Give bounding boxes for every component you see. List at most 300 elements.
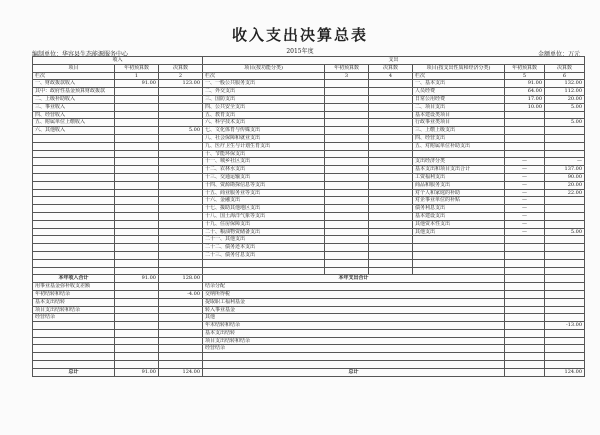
econ-budget-cell <box>505 142 545 150</box>
func-final-cell <box>369 88 413 96</box>
econ-budget-cell: — <box>505 166 545 174</box>
blank-cell <box>545 267 585 275</box>
econ-item-cell: 其他资本性支出 <box>413 220 505 228</box>
blank-cell <box>505 353 545 361</box>
func-final-cell <box>369 158 413 166</box>
blank-row <box>33 259 585 267</box>
income-item-cell <box>33 142 115 150</box>
income-final-cell: 123.00 <box>159 80 203 88</box>
income-item-cell <box>33 166 115 174</box>
table-row <box>33 181 585 189</box>
econ-final-cell: 20.00 <box>545 95 585 103</box>
balance-item-cell <box>33 329 115 337</box>
econ-item-cell: 一、基本支出 <box>413 80 505 88</box>
func-item-cell: 十七、援助其他地区支出 <box>203 205 325 213</box>
income-final-cell <box>159 134 203 142</box>
func-budget-cell <box>325 173 369 181</box>
balance-budget-cell <box>115 329 159 337</box>
table-row <box>33 111 585 119</box>
econ-item-cell: 日常公用经费 <box>413 95 505 103</box>
func-final-cell <box>369 251 413 259</box>
blank-cell <box>115 361 159 369</box>
econ-final-cell <box>545 134 585 142</box>
econ-budget-cell: — <box>505 220 545 228</box>
econ-final-cell <box>545 244 585 252</box>
carryover-budget-cell <box>505 345 545 353</box>
income-budget-cell <box>115 103 159 111</box>
carryover-budget-cell <box>505 329 545 337</box>
carryover-item-cell: 经营结余 <box>203 345 505 353</box>
income-final-cell <box>159 173 203 181</box>
income-budget-cell <box>115 111 159 119</box>
header-row-1 <box>33 57 585 65</box>
grand-total-budget: 91.00 <box>115 368 159 376</box>
income-budget-cell <box>115 119 159 127</box>
econ-budget-cell: — <box>505 158 545 166</box>
row-label-cell: 栏次 <box>33 72 115 80</box>
blank-cell <box>369 259 413 267</box>
income-final-cell <box>159 251 203 259</box>
blank-cell <box>115 353 159 361</box>
func-item-cell: 二、外交支出 <box>203 88 325 96</box>
table-row <box>33 220 585 228</box>
table-row <box>33 95 585 103</box>
lower-row <box>33 290 585 298</box>
func-final-cell <box>369 134 413 142</box>
grand-total-final: 124.00 <box>159 368 203 376</box>
income-budget-cell <box>115 158 159 166</box>
income-item-cell: 一、财政拨款收入 <box>33 80 115 88</box>
lower-row <box>33 298 585 306</box>
func-budget-cell <box>325 251 369 259</box>
econ-final-cell: 22.00 <box>545 189 585 197</box>
income-budget-cell <box>115 220 159 228</box>
balance-item-cell: 基本支出结转 <box>33 298 115 306</box>
table-row <box>33 142 585 150</box>
income-final-cell <box>159 220 203 228</box>
econ-budget-cell <box>505 236 545 244</box>
econ-budget-cell <box>505 150 545 158</box>
balance-budget-cell <box>115 290 159 298</box>
econ-final-cell <box>545 205 585 213</box>
carryover-final-cell <box>545 314 585 322</box>
func-budget-cell <box>325 103 369 111</box>
blank-cell <box>33 259 115 267</box>
income-item-cell <box>33 205 115 213</box>
econ-budget-cell: — <box>505 197 545 205</box>
econ-budget-cell: — <box>505 212 545 220</box>
econ-item-cell: 对个人和家庭的补助 <box>413 189 505 197</box>
econ-final-cell: 132.00 <box>545 80 585 88</box>
blank-cell <box>159 361 203 369</box>
blank-cell <box>545 361 585 369</box>
balance-item-cell: 用事业基金弥补收支差额 <box>33 283 115 291</box>
econ-final-cell <box>545 251 585 259</box>
income-item-cell <box>33 220 115 228</box>
income-budget-cell <box>115 95 159 103</box>
expense-total-label: 本年支出合计 <box>203 275 505 283</box>
income-budget-cell <box>115 228 159 236</box>
econ-item-cell <box>413 251 505 259</box>
func-item-cell: 六、科学技术支出 <box>203 119 325 127</box>
econ-item-cell: 债务利息支出 <box>413 205 505 213</box>
balance-final-cell <box>159 306 203 314</box>
table-row <box>33 166 585 174</box>
func-item-cell: 十五、商业服务业等支出 <box>203 189 325 197</box>
income-item-cell <box>33 212 115 220</box>
income-budget-cell <box>115 236 159 244</box>
econ-item-cell: 商品和服务支出 <box>413 181 505 189</box>
income-final-header: 决算数 <box>159 64 203 72</box>
lower-row <box>33 306 585 314</box>
func-budget-cell <box>325 80 369 88</box>
grand-total-row <box>33 368 585 376</box>
balance-item-cell: 经营结余 <box>33 314 115 322</box>
func-final-cell <box>369 127 413 135</box>
blank-cell <box>203 267 325 275</box>
income-item-cell: 其中：政府性基金预算财政拨款 <box>33 88 115 96</box>
func-budget-cell <box>325 127 369 135</box>
func-item-cell: 九、医疗卫生与计划生育支出 <box>203 142 325 150</box>
func-item-cell: 七、文化体育与传媒支出 <box>203 127 325 135</box>
func-budget-cell <box>325 189 369 197</box>
income-budget-cell <box>115 142 159 150</box>
econ-final-cell: — <box>545 158 585 166</box>
carryover-final-cell <box>545 337 585 345</box>
func-item-cell: 十、节能环保支出 <box>203 150 325 158</box>
func-final-cell <box>369 228 413 236</box>
col-1: 1 <box>115 72 159 80</box>
func-budget-cell <box>325 95 369 103</box>
income-item-cell <box>33 251 115 259</box>
lower-row <box>33 337 585 345</box>
balance-budget-cell <box>115 337 159 345</box>
blank-cell <box>545 259 585 267</box>
income-final-cell <box>159 236 203 244</box>
income-final-cell <box>159 181 203 189</box>
func-final-cell <box>369 181 413 189</box>
blank-row <box>33 353 585 361</box>
econ-item-cell: 对企事业单位的补贴 <box>413 197 505 205</box>
econ-item-cell: 行政事业类项目 <box>413 119 505 127</box>
blank-cell <box>33 361 115 369</box>
expense-total-budget <box>505 275 545 283</box>
func-final-cell <box>369 220 413 228</box>
econ-item-cell: 四、经营支出 <box>413 134 505 142</box>
carryover-budget-cell <box>505 290 545 298</box>
econ-budget-cell: 91.00 <box>505 80 545 88</box>
col-3: 3 <box>325 72 369 80</box>
blank-cell <box>413 267 505 275</box>
balance-item-cell: 年初结转和结余 <box>33 290 115 298</box>
income-total-final: 128.00 <box>159 275 203 283</box>
blank-row <box>33 361 585 369</box>
balance-budget-cell <box>115 314 159 322</box>
econ-item-cell: 三、上缴上级支出 <box>413 127 505 135</box>
econ-final-cell: 137.00 <box>545 166 585 174</box>
col-4: 4 <box>369 72 413 80</box>
func-item-cell: 二十一、其他支出 <box>203 236 325 244</box>
income-item-cell: 五、附属单位上缴收入 <box>33 119 115 127</box>
econ-final-cell: 5.00 <box>545 103 585 111</box>
table-row <box>33 189 585 197</box>
blank-cell <box>159 259 203 267</box>
econ-budget-header: 年初预算数 <box>505 64 545 72</box>
blank-cell <box>159 353 203 361</box>
func-budget-cell <box>325 150 369 158</box>
income-item-cell <box>33 158 115 166</box>
econ-item-cell <box>413 236 505 244</box>
income-total-budget: 91.00 <box>115 275 159 283</box>
income-item-cell <box>33 150 115 158</box>
econ-item-header: 项目(按支出性质和经济分类) <box>413 64 505 72</box>
econ-final-cell: 5.00 <box>545 228 585 236</box>
func-final-cell <box>369 111 413 119</box>
balance-budget-cell <box>115 283 159 291</box>
econ-item-cell: 基本建设支出 <box>413 212 505 220</box>
grand-total-label: 总计 <box>33 368 115 376</box>
carryover-budget-cell <box>505 337 545 345</box>
econ-final-cell <box>545 127 585 135</box>
func-item-cell: 十八、国土海洋气象等支出 <box>203 212 325 220</box>
func-budget-cell <box>325 236 369 244</box>
func-final-cell <box>369 166 413 174</box>
econ-final-cell <box>545 111 585 119</box>
col-6: 6 <box>545 72 585 80</box>
balance-item-cell: 项目支出结转和结余 <box>33 306 115 314</box>
lower-row <box>33 345 585 353</box>
income-final-cell <box>159 119 203 127</box>
income-item-cell: 三、事业收入 <box>33 103 115 111</box>
econ-final-cell <box>545 142 585 150</box>
func-budget-cell <box>325 197 369 205</box>
col-2: 2 <box>159 72 203 80</box>
income-final-cell <box>159 244 203 252</box>
table-row <box>33 119 585 127</box>
func-final-cell <box>369 95 413 103</box>
carryover-item-cell: 其他 <box>203 314 505 322</box>
func-budget-cell <box>325 119 369 127</box>
balance-final-cell <box>159 283 203 291</box>
func-budget-cell <box>325 134 369 142</box>
carryover-item-cell: 项目支出结转和结余 <box>203 337 505 345</box>
econ-budget-cell: — <box>505 173 545 181</box>
func-final-cell <box>369 189 413 197</box>
income-budget-cell <box>115 127 159 135</box>
income-budget-cell <box>115 166 159 174</box>
econ-final-cell: 20.00 <box>545 181 585 189</box>
table-row <box>33 251 585 259</box>
income-final-cell <box>159 212 203 220</box>
econ-item-cell: 其他支出 <box>413 228 505 236</box>
econ-final-header: 决算数 <box>545 64 585 72</box>
income-item-cell: 四、经营收入 <box>33 111 115 119</box>
carryover-final-cell <box>545 306 585 314</box>
balance-item-cell <box>33 345 115 353</box>
econ-item-cell: 工资福利支出 <box>413 173 505 181</box>
carryover-item-cell: 提取职工福利基金 <box>203 298 505 306</box>
func-final-cell <box>369 119 413 127</box>
income-budget-cell <box>115 205 159 213</box>
row-label-cell: 栏次 <box>203 72 325 80</box>
table-row <box>33 150 585 158</box>
carryover-budget-cell <box>505 298 545 306</box>
income-total-label: 本年收入合计 <box>33 275 115 283</box>
econ-budget-cell <box>505 111 545 119</box>
econ-item-cell: 基本支出和项目支出合计 <box>413 166 505 174</box>
amount-unit: 金额单位：万元 <box>537 51 580 58</box>
func-item-cell: 十二、农林水支出 <box>203 166 325 174</box>
func-final-cell <box>369 212 413 220</box>
func-budget-cell <box>325 142 369 150</box>
carryover-budget-cell <box>505 322 545 330</box>
blank-cell <box>545 353 585 361</box>
income-budget-header: 年初预算数 <box>115 64 159 72</box>
func-budget-cell <box>325 244 369 252</box>
blank-cell <box>115 267 159 275</box>
func-budget-cell <box>325 220 369 228</box>
blank-row <box>33 267 585 275</box>
func-final-cell <box>369 142 413 150</box>
carryover-final-cell <box>545 298 585 306</box>
income-budget-cell <box>115 88 159 96</box>
func-item-cell: 五、教育支出 <box>203 111 325 119</box>
func-item-cell: 二十三、债务付息支出 <box>203 251 325 259</box>
func-item-cell: 十三、交通运输支出 <box>203 173 325 181</box>
income-final-cell <box>159 95 203 103</box>
balance-final-cell <box>159 337 203 345</box>
econ-final-cell: 90.00 <box>545 173 585 181</box>
econ-budget-cell: 10.00 <box>505 103 545 111</box>
lower-row <box>33 314 585 322</box>
income-budget-cell <box>115 212 159 220</box>
econ-budget-cell <box>505 134 545 142</box>
income-item-cell <box>33 189 115 197</box>
econ-budget-cell <box>505 127 545 135</box>
income-final-cell <box>159 205 203 213</box>
income-final-cell <box>159 189 203 197</box>
econ-budget-cell: — <box>505 205 545 213</box>
lower-row <box>33 322 585 330</box>
econ-item-cell: 二、项目支出 <box>413 103 505 111</box>
income-item-cell <box>33 197 115 205</box>
econ-budget-cell <box>505 119 545 127</box>
carryover-final-cell <box>545 283 585 291</box>
income-item-cell <box>33 236 115 244</box>
carryover-item-cell: 转入事业基金 <box>203 306 505 314</box>
func-item-cell: 四、公共安全支出 <box>203 103 325 111</box>
carryover-final-cell <box>545 329 585 337</box>
func-budget-cell <box>325 181 369 189</box>
row-label-cell: 栏次 <box>413 72 505 80</box>
grand-total-expense-final: 124.00 <box>545 368 585 376</box>
table-row <box>33 80 585 88</box>
func-budget-cell <box>325 205 369 213</box>
econ-final-cell: 112.00 <box>545 88 585 96</box>
income-final-cell <box>159 88 203 96</box>
income-budget-cell <box>115 197 159 205</box>
expense-header: 支出 <box>203 57 585 65</box>
econ-budget-cell: — <box>505 189 545 197</box>
balance-final-cell <box>159 329 203 337</box>
blank-cell <box>33 353 115 361</box>
income-final-cell <box>159 166 203 174</box>
table-row <box>33 158 585 166</box>
blank-cell <box>159 267 203 275</box>
income-budget-cell <box>115 181 159 189</box>
carryover-budget-cell <box>505 283 545 291</box>
blank-cell <box>413 259 505 267</box>
carryover-final-cell: -13.00 <box>545 322 585 330</box>
func-budget-cell <box>325 166 369 174</box>
func-item-cell: 十九、住房保障支出 <box>203 220 325 228</box>
compiling-unit: 编制单位：华容县生态能源服务中心 <box>32 51 129 58</box>
column-number-row <box>33 72 585 80</box>
func-item-cell: 二十二、债务还本支出 <box>203 244 325 252</box>
table-row <box>33 212 585 220</box>
func-item-cell: 二十、粮油物资储备支出 <box>203 228 325 236</box>
econ-final-cell <box>545 150 585 158</box>
econ-budget-cell: 64.00 <box>505 88 545 96</box>
lower-row <box>33 329 585 337</box>
econ-budget-cell: 17.00 <box>505 95 545 103</box>
func-final-cell <box>369 197 413 205</box>
balance-final-cell <box>159 298 203 306</box>
income-final-cell <box>159 150 203 158</box>
econ-final-cell <box>545 212 585 220</box>
func-final-cell <box>369 244 413 252</box>
func-item-cell: 十一、城乡社区支出 <box>203 158 325 166</box>
econ-budget-cell <box>505 244 545 252</box>
blank-cell <box>203 259 325 267</box>
balance-budget-cell <box>115 345 159 353</box>
table-row <box>33 103 585 111</box>
econ-item-cell: 支出经济分类 <box>413 158 505 166</box>
table-row <box>33 236 585 244</box>
func-final-cell <box>369 236 413 244</box>
func-final-cell <box>369 150 413 158</box>
income-final-cell <box>159 103 203 111</box>
econ-budget-cell <box>505 251 545 259</box>
income-final-cell <box>159 111 203 119</box>
income-final-cell <box>159 158 203 166</box>
blank-cell <box>33 267 115 275</box>
econ-budget-cell: — <box>505 181 545 189</box>
func-item-cell: 一、一般公共服务支出 <box>203 80 325 88</box>
balance-final-cell <box>159 322 203 330</box>
grand-total-expense-budget <box>505 368 545 376</box>
income-budget-cell <box>115 150 159 158</box>
income-item-cell <box>33 228 115 236</box>
func-budget-cell <box>325 88 369 96</box>
blank-cell <box>325 259 369 267</box>
report-title: 收入支出决算总表 <box>231 26 368 44</box>
econ-item-cell <box>413 244 505 252</box>
income-expense-table <box>32 56 585 377</box>
lower-row <box>33 283 585 291</box>
func-budget-header: 年初预算数 <box>325 64 369 72</box>
func-final-cell <box>369 103 413 111</box>
carryover-item-cell: 基本支出结转 <box>203 329 505 337</box>
carryover-item-cell: 年末结转和结余 <box>203 322 505 330</box>
income-budget-cell <box>115 173 159 181</box>
income-item-cell: 六、其他收入 <box>33 127 115 135</box>
func-budget-cell <box>325 158 369 166</box>
income-item-cell <box>33 173 115 181</box>
income-final-cell <box>159 142 203 150</box>
func-budget-cell <box>325 212 369 220</box>
table-row <box>33 205 585 213</box>
